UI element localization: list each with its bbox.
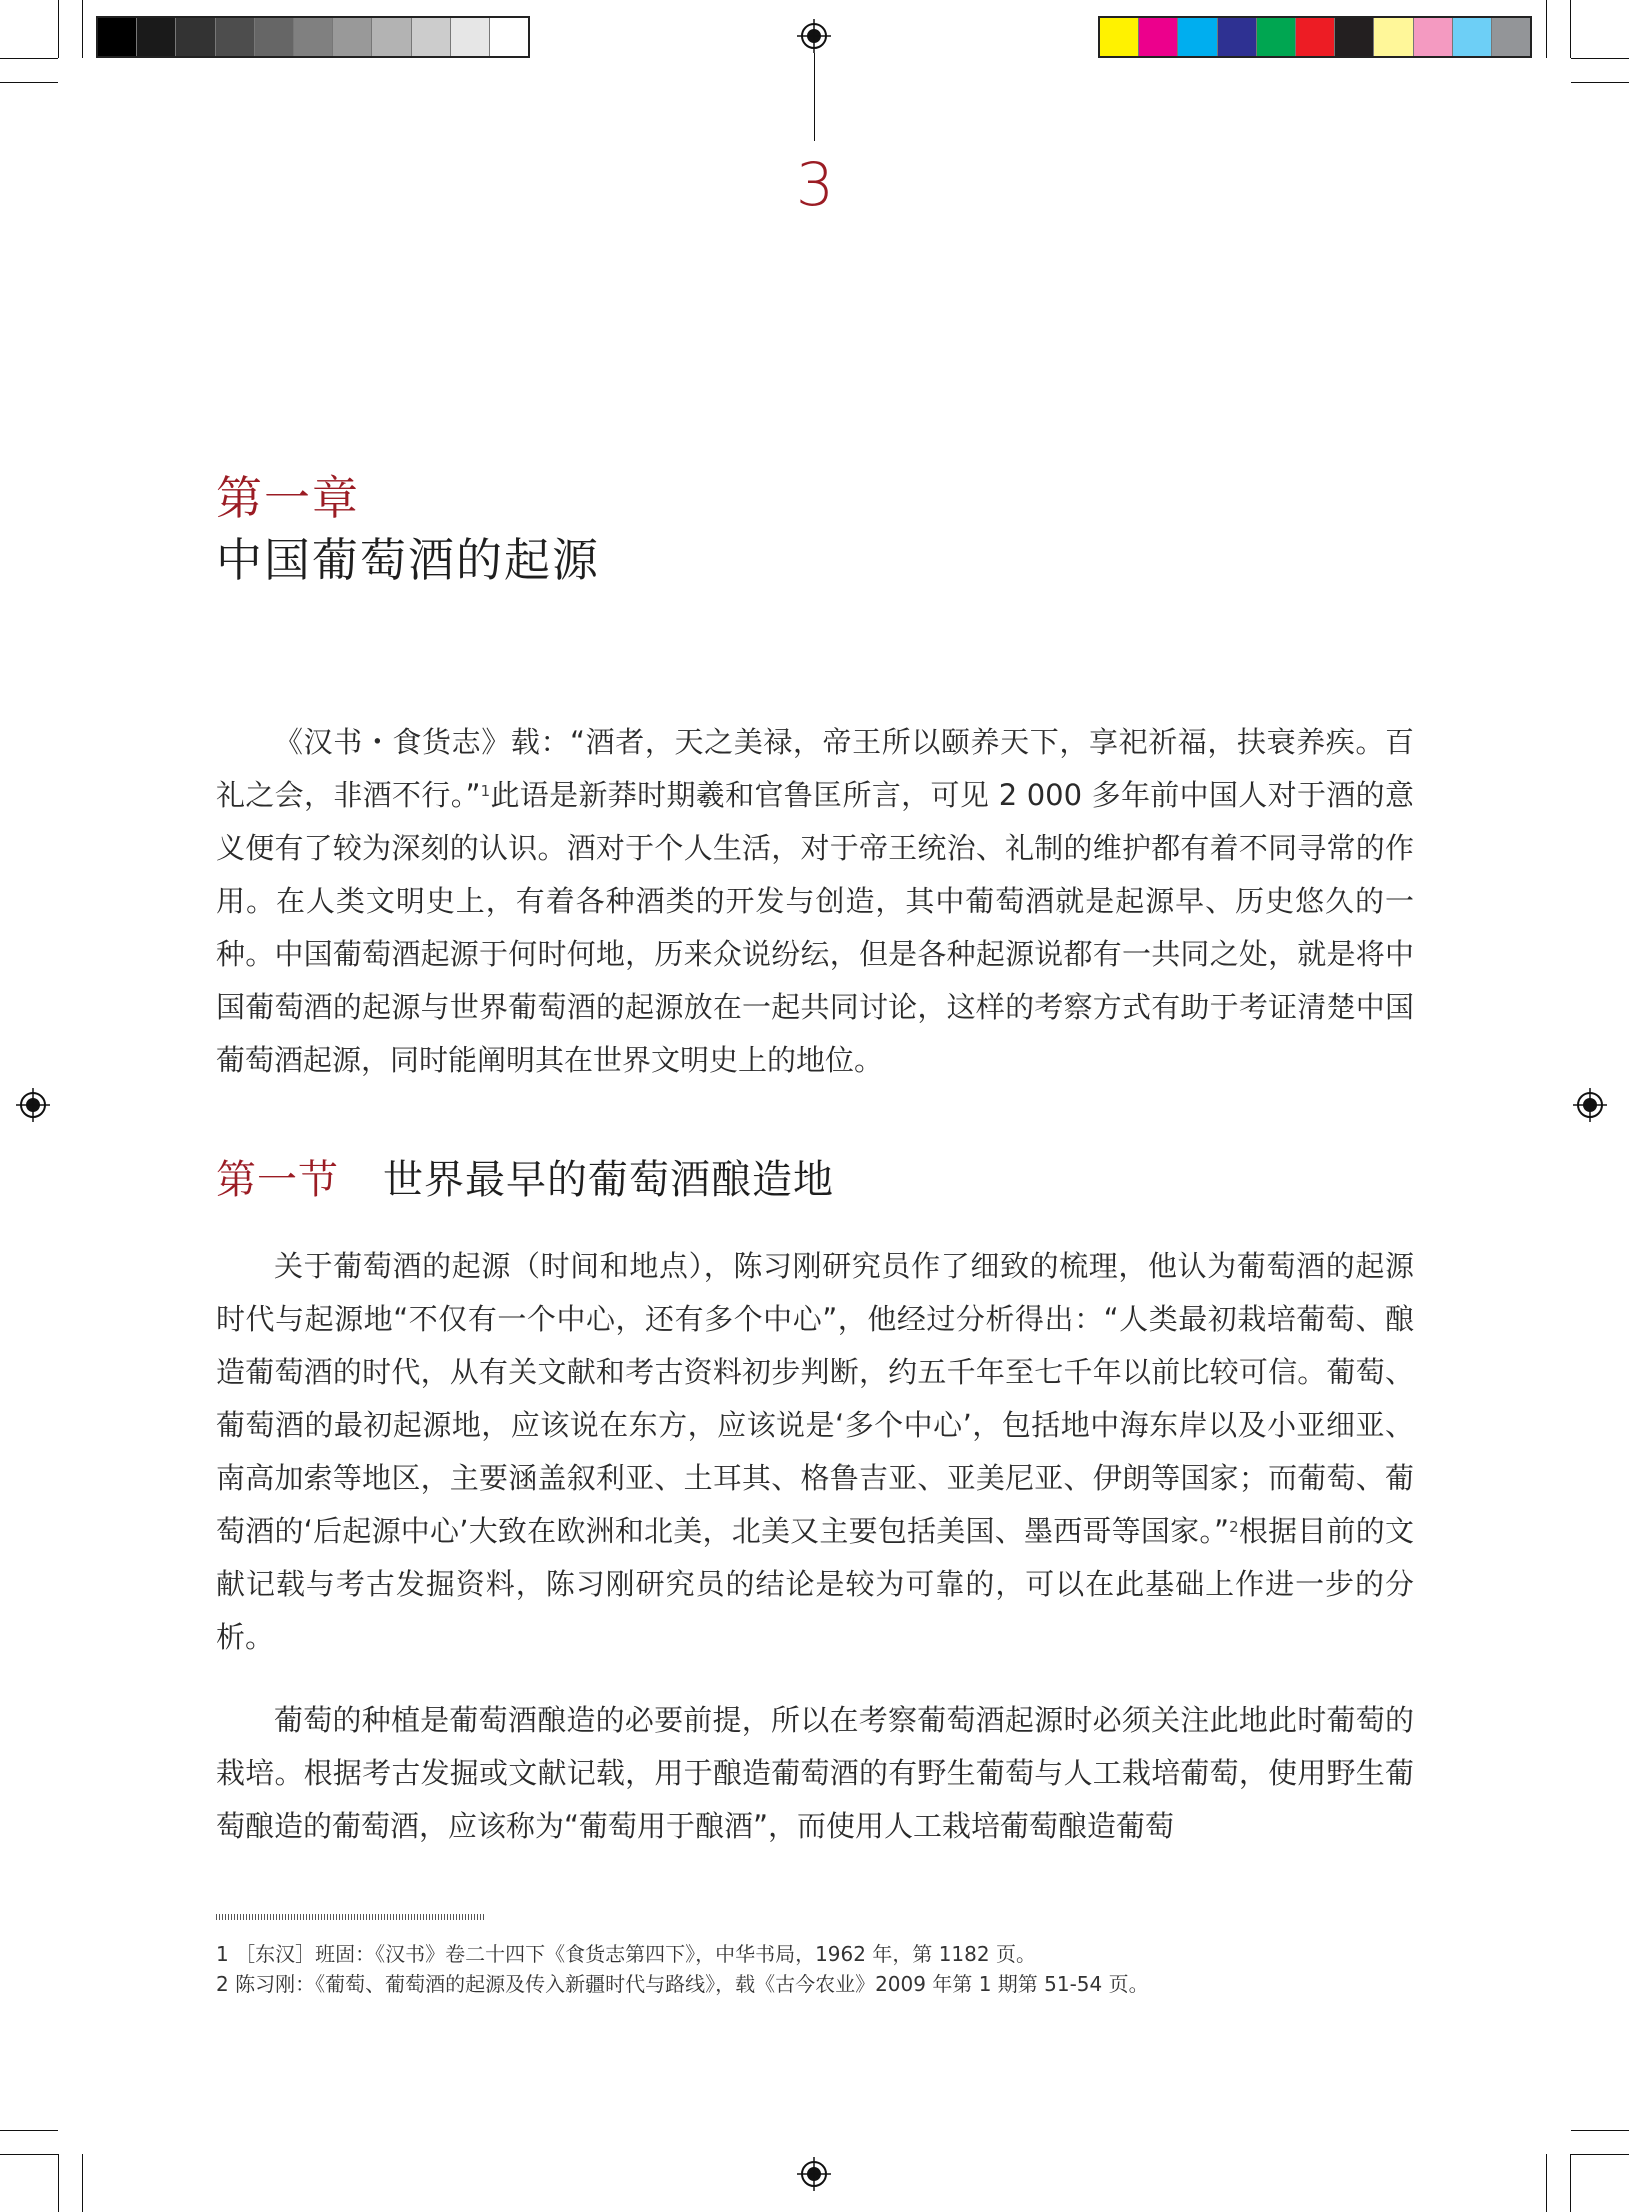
crop-mark	[1546, 0, 1547, 58]
registration-mark-icon	[797, 19, 831, 53]
crop-mark	[58, 0, 59, 58]
body-paragraph	[216, 1240, 1414, 1664]
footnote: 2 陈习刚：《葡萄、葡萄酒的起源及传入新疆时代与路线》，载《古今农业》2009 年第 1 期第 51-54 页。	[216, 1972, 1149, 1996]
page-number: 3	[795, 150, 835, 220]
color-swatch	[1453, 18, 1492, 56]
registration-mark-icon	[797, 2157, 831, 2191]
crop-mark	[1571, 82, 1629, 83]
registration-mark-icon	[1573, 1088, 1607, 1122]
color-swatch	[451, 18, 490, 56]
color-swatch	[294, 18, 333, 56]
color-swatch	[1296, 18, 1335, 56]
color-swatch	[1335, 18, 1374, 56]
crop-mark	[1570, 0, 1571, 58]
paragraph-text: 关于葡萄酒的起源（时间和地点），陈习刚研究员作了细致的梳理，他认为葡萄酒的起源时代与起源地“不仅有一个中心，还有多个中心”，他经过分析得出：“人类最初栽培葡萄、酿造葡萄酒的时代，从有关文献和考古资料初步判断，约五千年至七千年以前比较可信。葡萄、葡萄酒的最初起源地，应该说在东方，应该说是‘多个中心’，包括地中海东岸以及小亚细亚、南高加索等地区，主要涵盖叙利亚、土耳其、格鲁吉亚、亚美尼亚、伊朗等国家；而葡萄、葡萄酒的‘后起源中心’大致在欧洲和北美，北美又主要包括美国、墨西哥等国家。”	[216, 1249, 1414, 1548]
crop-mark	[1571, 58, 1629, 59]
footnote: 1 ［东汉］班固：《汉书》卷二十四下《食货志第四下》，中华书局，1962 年，第 1182 页。	[216, 1942, 1036, 1966]
paragraph-text: 《汉书・食货志》载：“酒者，天之美禄，帝王所以颐养天下，享祀祈福，扶衰养疾。百礼之会，非酒不行。”	[216, 725, 1414, 812]
color-swatch	[490, 18, 528, 56]
color-swatch	[333, 18, 372, 56]
color-swatch	[216, 18, 255, 56]
intro-paragraph	[216, 716, 1414, 1087]
registration-mark-icon	[16, 1088, 50, 1122]
chapter-title: 中国葡萄酒的起源	[216, 533, 600, 587]
color-swatch	[412, 18, 451, 56]
section-title: 世界最早的葡萄酒酿造地	[383, 1157, 834, 1203]
paragraph-text: 此语是新莽时期羲和官鲁匡所言，可见 2 000 多年前中国人对于酒的意义便有了较为深刻的认识。酒对于个人生活，对于帝王统治、礼制的维护都有着不同寻常的作用。在人类文明史上，有着各种酒类的开发与创造，其中葡萄酒就是起源早、历史悠久的一种。中国葡萄酒起源于何时何地，历来众说纷纭，但是各种起源说都有一共同之处，就是将中国葡萄酒的起源与世界葡萄酒的起源放在一起共同讨论，这样的考察方式有助于考证清楚中国葡萄酒起源，同时能阐明其在世界文明史上的地位。	[216, 778, 1414, 1077]
crop-mark	[0, 58, 58, 59]
footnote-marker: 1	[480, 782, 491, 800]
color-swatch	[1257, 18, 1296, 56]
color-swatch	[1414, 18, 1453, 56]
color-swatch	[1178, 18, 1217, 56]
process-color-bar	[1098, 16, 1532, 58]
section-number: 第一节	[216, 1157, 339, 1203]
paragraph-text: 葡萄的种植是葡萄酒酿造的必要前提，所以在考察葡萄酒起源时必须关注此地此时葡萄的栽培。根据考古发掘或文献记载，用于酿造葡萄酒的有野生葡萄与人工栽培葡萄，使用野生葡萄酿造的葡萄酒，应该称为“葡萄用于酿酒”，而使用人工栽培葡萄酿造葡萄	[216, 1703, 1414, 1843]
color-swatch	[98, 18, 137, 56]
color-swatch	[137, 18, 176, 56]
crop-mark	[1571, 2130, 1629, 2131]
color-swatch	[1218, 18, 1257, 56]
crop-mark	[82, 0, 83, 58]
grayscale-color-bar	[96, 16, 530, 58]
crop-mark	[82, 2154, 83, 2212]
body-paragraph	[216, 1694, 1414, 1853]
footnote-marker: 2	[1229, 1518, 1239, 1536]
color-swatch	[1374, 18, 1413, 56]
crop-mark	[0, 82, 58, 83]
registration-line	[814, 53, 815, 141]
crop-mark	[1571, 2154, 1629, 2155]
section-heading	[216, 1148, 834, 1205]
paragraph-text: 根据目前的文献记载与考古发掘资料，陈习刚研究员的结论是较为可靠的，可以在此基础上作进一步的分析。	[216, 1514, 1414, 1654]
crop-mark	[1570, 2154, 1571, 2212]
footnote-divider	[216, 1914, 484, 1920]
crop-mark	[0, 2154, 58, 2155]
color-swatch	[176, 18, 215, 56]
chapter-number: 第一章	[216, 471, 360, 525]
crop-mark	[58, 2154, 59, 2212]
color-swatch	[1100, 18, 1139, 56]
color-swatch	[1139, 18, 1178, 56]
color-swatch	[255, 18, 294, 56]
crop-mark	[1546, 2154, 1547, 2212]
color-swatch	[372, 18, 411, 56]
crop-mark	[0, 2130, 58, 2131]
color-swatch	[1492, 18, 1530, 56]
